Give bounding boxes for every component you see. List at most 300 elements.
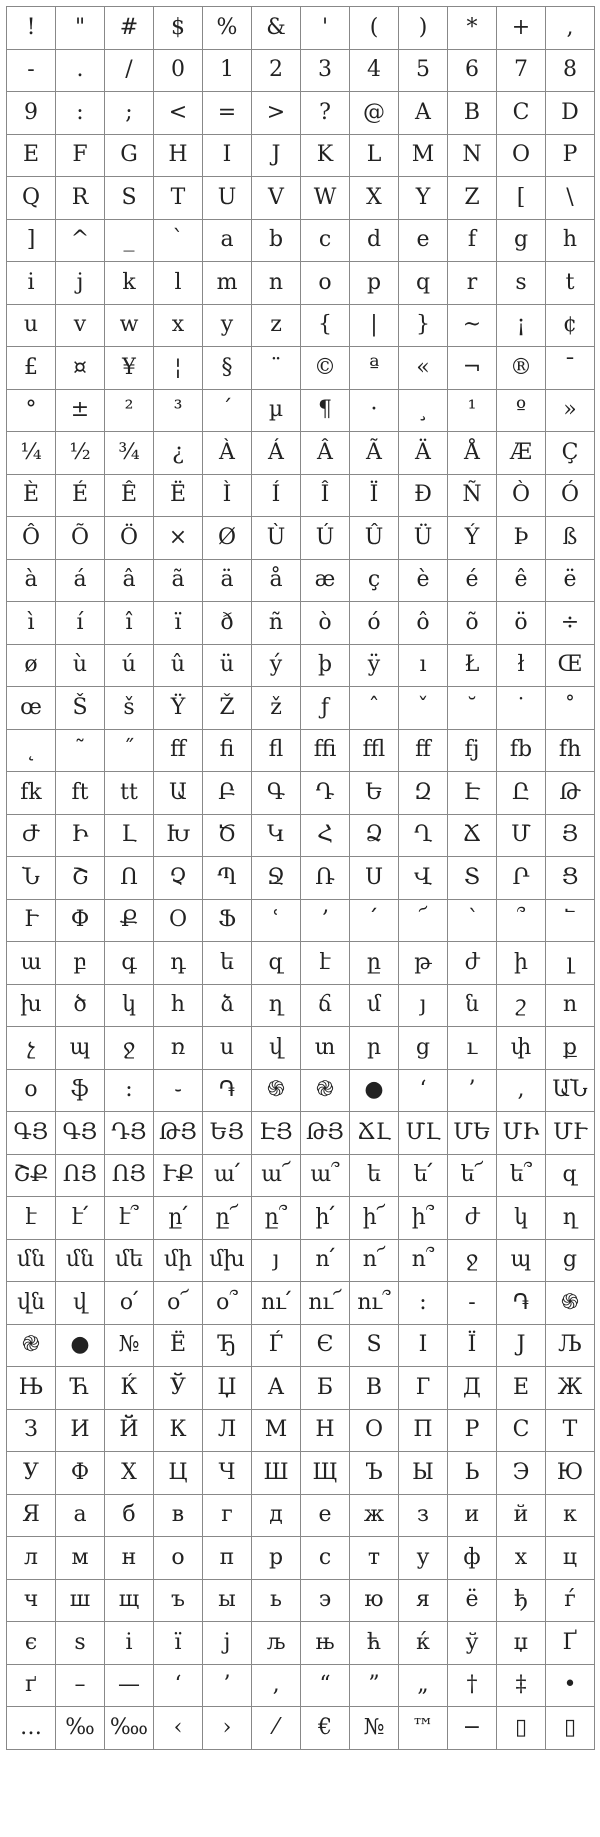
glyph-cell: ч [7, 1580, 56, 1623]
glyph-grid [6, 6, 595, 1750]
glyph-cell: — [105, 1665, 154, 1708]
glyph-cell: Ç [546, 432, 595, 475]
glyph-cell: Í [252, 475, 301, 518]
glyph-cell: ë [546, 560, 595, 603]
glyph-cell: Ў [154, 1367, 203, 1410]
glyph-cell: Բ [203, 772, 252, 815]
glyph-cell: X [350, 177, 399, 220]
glyph-cell: ղ [546, 1197, 595, 1240]
glyph-cell: È [7, 475, 56, 518]
glyph-cell: § [203, 347, 252, 390]
glyph-cell: m [203, 262, 252, 305]
glyph-cell: ж [350, 1495, 399, 1538]
glyph-cell: Լ [105, 815, 154, 858]
glyph-cell: Ջ [252, 857, 301, 900]
glyph-cell: х [497, 1537, 546, 1580]
glyph-cell: Љ [546, 1325, 595, 1368]
glyph-cell: ) [399, 7, 448, 50]
glyph-cell: Ž [203, 687, 252, 730]
glyph-cell: ծ [56, 985, 105, 1028]
glyph-cell: £ [7, 347, 56, 390]
glyph-cell: ՟ [546, 900, 595, 943]
glyph-cell: ● [56, 1325, 105, 1368]
glyph-cell: Ծ [203, 815, 252, 858]
glyph-cell: r [448, 262, 497, 305]
glyph-cell: ÷ [546, 602, 595, 645]
glyph-cell: с [301, 1537, 350, 1580]
glyph-cell: Փ [56, 900, 105, 943]
glyph-cell: Ł [448, 645, 497, 688]
glyph-cell: > [252, 92, 301, 135]
glyph-cell: ± [56, 390, 105, 433]
glyph-cell: « [399, 347, 448, 390]
glyph-cell: К [154, 1410, 203, 1453]
glyph-cell: к [546, 1495, 595, 1538]
glyph-cell: Ќ [105, 1367, 154, 1410]
glyph-cell: B [448, 92, 497, 135]
glyph-cell: Ъ [350, 1452, 399, 1495]
glyph-cell: Ú [301, 517, 350, 560]
glyph-cell: u [7, 305, 56, 348]
glyph-cell: ի [497, 942, 546, 985]
glyph-cell: l [154, 262, 203, 305]
glyph-cell: O [497, 135, 546, 178]
glyph-cell: x [154, 305, 203, 348]
glyph-cell: & [252, 7, 301, 50]
glyph-cell: ▯ [497, 1707, 546, 1750]
glyph-cell: Å [448, 432, 497, 475]
glyph-cell: ¿ [154, 432, 203, 475]
glyph-cell: մն [7, 1240, 56, 1283]
glyph-cell: ф [448, 1537, 497, 1580]
glyph-cell: q [399, 262, 448, 305]
glyph-cell: ֆ [56, 1070, 105, 1113]
glyph-cell: Ё [154, 1325, 203, 1368]
glyph-cell: ю [350, 1580, 399, 1623]
glyph-cell: a [203, 220, 252, 263]
glyph-cell: Ò [497, 475, 546, 518]
glyph-cell: ґ [7, 1665, 56, 1708]
glyph-cell: Թ [546, 772, 595, 815]
glyph-cell: ’ [203, 1665, 252, 1708]
glyph-cell: յ [252, 1240, 301, 1283]
glyph-cell: ê [497, 560, 546, 603]
glyph-cell: Б [301, 1367, 350, 1410]
glyph-cell: Ղ [399, 815, 448, 858]
glyph-cell: ԱՆ [546, 1070, 595, 1113]
glyph-cell: µ [252, 390, 301, 433]
glyph-cell: Ћ [56, 1367, 105, 1410]
glyph-cell: ѕ [56, 1622, 105, 1665]
glyph-cell: ԳՅ [56, 1112, 105, 1155]
glyph-cell: fb [497, 730, 546, 773]
glyph-cell: է [7, 1197, 56, 1240]
glyph-cell: Я [7, 1495, 56, 1538]
glyph-cell: × [154, 517, 203, 560]
glyph-cell: օ՜ [154, 1282, 203, 1325]
glyph-cell: – [56, 1665, 105, 1708]
glyph-cell: ¦ [154, 347, 203, 390]
glyph-cell: ½ [56, 432, 105, 475]
glyph-cell: մի [154, 1240, 203, 1283]
glyph-cell: З [7, 1410, 56, 1453]
glyph-cell: ú [105, 645, 154, 688]
glyph-cell: ³ [154, 390, 203, 433]
glyph-cell: , [546, 7, 595, 50]
glyph-cell: ԴՅ [105, 1112, 154, 1155]
glyph-cell: É [56, 475, 105, 518]
glyph-cell: b [252, 220, 301, 263]
glyph-cell: մխ [203, 1240, 252, 1283]
glyph-cell: џ [497, 1622, 546, 1665]
glyph-cell: H [154, 135, 203, 178]
glyph-cell: @ [350, 92, 399, 135]
glyph-cell: „ [399, 1665, 448, 1708]
glyph-cell: թ [399, 942, 448, 985]
glyph-cell: я [399, 1580, 448, 1623]
glyph-cell: ՜ [399, 900, 448, 943]
glyph-cell: օ՞ [203, 1282, 252, 1325]
glyph-cell: ք [546, 1027, 595, 1070]
glyph-cell: ¬ [448, 347, 497, 390]
glyph-cell: С [497, 1410, 546, 1453]
glyph-cell: ј [203, 1622, 252, 1665]
glyph-cell: Ð [399, 475, 448, 518]
glyph-cell: Ÿ [154, 687, 203, 730]
glyph-cell: Ó [546, 475, 595, 518]
glyph-cell: š [105, 687, 154, 730]
glyph-cell: Ы [399, 1452, 448, 1495]
glyph-cell: ու՞ [350, 1282, 399, 1325]
glyph-cell: Ї [448, 1325, 497, 1368]
glyph-cell: ё [448, 1580, 497, 1623]
glyph-cell: ¶ [301, 390, 350, 433]
glyph-cell: յ [399, 985, 448, 1028]
glyph-cell: ր [350, 1027, 399, 1070]
glyph-cell: [ [497, 177, 546, 220]
glyph-cell: ի՜ [350, 1197, 399, 1240]
glyph-cell: Պ [203, 857, 252, 900]
glyph-cell: ö [497, 602, 546, 645]
glyph-cell: о [154, 1537, 203, 1580]
glyph-cell: ž [252, 687, 301, 730]
glyph-cell: в [154, 1495, 203, 1538]
glyph-cell: ‚ [252, 1665, 301, 1708]
glyph-cell: ճ [301, 985, 350, 1028]
glyph-cell: Q [7, 177, 56, 220]
glyph-cell: ղ [252, 985, 301, 1028]
glyph-cell: t [546, 262, 595, 305]
glyph-cell: վն [7, 1282, 56, 1325]
glyph-cell: ԵՅ [203, 1112, 252, 1155]
glyph-cell: ձ [203, 985, 252, 1028]
glyph-cell: 0 [154, 50, 203, 93]
glyph-cell: ո՜ [350, 1240, 399, 1283]
glyph-cell: 1 [203, 50, 252, 93]
glyph-cell: ԷՅ [252, 1112, 301, 1155]
glyph-cell: Г [399, 1367, 448, 1410]
glyph-cell: F [56, 135, 105, 178]
glyph-cell: Ä [399, 432, 448, 475]
glyph-cell: ՙ [252, 900, 301, 943]
glyph-cell: Y [399, 177, 448, 220]
glyph-cell: c [301, 220, 350, 263]
glyph-cell: ˆ [350, 687, 399, 730]
glyph-cell: Й [105, 1410, 154, 1453]
glyph-cell: p [350, 262, 399, 305]
glyph-cell: ? [301, 92, 350, 135]
glyph-cell: ի՞ [399, 1197, 448, 1240]
glyph-cell: å [252, 560, 301, 603]
glyph-cell: օ [7, 1070, 56, 1113]
glyph-cell: ™ [399, 1707, 448, 1750]
glyph-cell: ѓ [546, 1580, 595, 1623]
glyph-cell: Ռ [301, 857, 350, 900]
glyph-cell: d [350, 220, 399, 263]
glyph-cell: Ը [497, 772, 546, 815]
glyph-cell: Û [350, 517, 399, 560]
glyph-cell: ե՛ [399, 1155, 448, 1198]
glyph-cell: M [399, 135, 448, 178]
glyph-cell: ð [203, 602, 252, 645]
glyph-cell: № [350, 1707, 399, 1750]
glyph-cell: զ [252, 942, 301, 985]
glyph-cell: Յ [546, 815, 595, 858]
glyph-cell: _ [105, 220, 154, 263]
glyph-cell: Ï [350, 475, 399, 518]
glyph-cell: ե [203, 942, 252, 985]
glyph-cell: À [203, 432, 252, 475]
glyph-cell: ՄՒ [546, 1112, 595, 1155]
glyph-cell: Р [448, 1410, 497, 1453]
glyph-cell: ˛ [7, 730, 56, 773]
glyph-cell: լ [546, 942, 595, 985]
glyph-cell: ա՛ [203, 1155, 252, 1198]
glyph-cell: ՝ [448, 900, 497, 943]
glyph-cell: օ՛ [105, 1282, 154, 1325]
glyph-cell: = [203, 92, 252, 135]
glyph-cell: tt [105, 772, 154, 815]
glyph-cell: ՇՔ [7, 1155, 56, 1198]
glyph-cell: T [154, 177, 203, 220]
glyph-cell: ‡ [497, 1665, 546, 1708]
glyph-cell: а [56, 1495, 105, 1538]
glyph-cell: ì [7, 602, 56, 645]
glyph-cell: д [252, 1495, 301, 1538]
glyph-cell: І [399, 1325, 448, 1368]
glyph-cell: г [203, 1495, 252, 1538]
glyph-cell: պ [497, 1240, 546, 1283]
glyph-cell: э [301, 1580, 350, 1623]
glyph-cell: Š [56, 687, 105, 730]
glyph-cell: і [105, 1622, 154, 1665]
glyph-cell: ջ [448, 1240, 497, 1283]
glyph-cell: < [154, 92, 203, 135]
glyph-cell: տ [301, 1027, 350, 1070]
glyph-cell: û [154, 645, 203, 688]
glyph-cell: ø [7, 645, 56, 688]
glyph-cell: f [448, 220, 497, 263]
glyph-cell: П [399, 1410, 448, 1453]
glyph-cell: ։ [105, 1070, 154, 1113]
glyph-cell: $ [154, 7, 203, 50]
glyph-cell: ‰ [56, 1707, 105, 1750]
glyph-cell: ե՜ [448, 1155, 497, 1198]
glyph-cell: Ր [497, 857, 546, 900]
glyph-cell: Є [301, 1325, 350, 1368]
glyph-cell: ı [399, 645, 448, 688]
glyph-cell: № [105, 1325, 154, 1368]
glyph-cell: ‘ [399, 1070, 448, 1113]
glyph-cell: » [546, 390, 595, 433]
glyph-cell: ª [350, 347, 399, 390]
glyph-cell: fk [7, 772, 56, 815]
glyph-cell: Н [301, 1410, 350, 1453]
glyph-cell: · [350, 390, 399, 433]
glyph-cell: є [7, 1622, 56, 1665]
glyph-cell: Л [203, 1410, 252, 1453]
glyph-cell: â [105, 560, 154, 603]
glyph-cell: Э [497, 1452, 546, 1495]
glyph-cell: Մ [497, 815, 546, 858]
glyph-cell: ¤ [56, 347, 105, 390]
glyph-cell: † [448, 1665, 497, 1708]
glyph-cell: й [497, 1495, 546, 1538]
glyph-cell: . [56, 50, 105, 93]
glyph-cell: Ֆ [203, 900, 252, 943]
glyph-cell: ц [546, 1537, 595, 1580]
glyph-cell: 9 [7, 92, 56, 135]
glyph-cell: J [252, 135, 301, 178]
glyph-cell: h [546, 220, 595, 263]
glyph-cell: ի՛ [301, 1197, 350, 1240]
glyph-cell: w [105, 305, 154, 348]
glyph-cell: Õ [56, 517, 105, 560]
glyph-cell: ü [203, 645, 252, 688]
glyph-cell: Օ [154, 900, 203, 943]
glyph-cell: ՛ [350, 900, 399, 943]
glyph-cell: Շ [56, 857, 105, 900]
glyph-cell: ՄԵ [448, 1112, 497, 1155]
glyph-cell: œ [7, 687, 56, 730]
glyph-cell: g [497, 220, 546, 263]
glyph-cell: ` [154, 220, 203, 263]
glyph-cell: վ [56, 1282, 105, 1325]
glyph-cell: ժ [448, 942, 497, 985]
glyph-cell: ä [203, 560, 252, 603]
glyph-cell: կ [105, 985, 154, 1028]
glyph-cell: ն [448, 985, 497, 1028]
glyph-cell: խ [7, 985, 56, 1028]
glyph-cell: j [56, 262, 105, 305]
glyph-cell: ջ [105, 1027, 154, 1070]
glyph-cell: æ [301, 560, 350, 603]
glyph-cell: Ш [252, 1452, 301, 1495]
glyph-cell: И [56, 1410, 105, 1453]
glyph-cell: ћ [350, 1622, 399, 1665]
glyph-cell: " [56, 7, 105, 50]
glyph-cell: У [7, 1452, 56, 1495]
glyph-cell: պ [56, 1027, 105, 1070]
glyph-cell: “ [301, 1665, 350, 1708]
glyph-cell: \ [546, 177, 595, 220]
glyph-cell: ˜ [56, 730, 105, 773]
glyph-cell: Њ [7, 1367, 56, 1410]
glyph-cell: Գ [252, 772, 301, 815]
glyph-cell: Ց [546, 857, 595, 900]
glyph-cell: Ժ [7, 815, 56, 858]
glyph-cell: Զ [399, 772, 448, 815]
glyph-cell: ֎ [301, 1070, 350, 1113]
glyph-cell: Д [448, 1367, 497, 1410]
glyph-cell: ы [203, 1580, 252, 1623]
glyph-cell: ե [350, 1155, 399, 1198]
glyph-cell: - [448, 1282, 497, 1325]
glyph-cell: ^ [56, 220, 105, 263]
glyph-cell: ա՞ [301, 1155, 350, 1198]
glyph-cell: S [105, 177, 154, 220]
glyph-cell: ﬃ [301, 730, 350, 773]
glyph-cell: n [252, 262, 301, 305]
glyph-cell: è [399, 560, 448, 603]
glyph-cell: ” [350, 1665, 399, 1708]
glyph-cell: 6 [448, 50, 497, 93]
glyph-cell: ' [301, 7, 350, 50]
glyph-cell: է՛ [56, 1197, 105, 1240]
glyph-cell: ђ [497, 1580, 546, 1623]
glyph-cell: { [301, 305, 350, 348]
glyph-cell: Ö [105, 517, 154, 560]
glyph-cell: s [497, 262, 546, 305]
glyph-cell: ¢ [546, 305, 595, 348]
glyph-cell: բ [56, 942, 105, 985]
glyph-cell: п [203, 1537, 252, 1580]
glyph-cell: ռ [154, 1027, 203, 1070]
glyph-cell: ֎ [7, 1325, 56, 1368]
glyph-cell: ł [497, 645, 546, 688]
glyph-cell: ﬀ [399, 730, 448, 773]
glyph-cell: / [105, 50, 154, 93]
glyph-cell: 7 [497, 50, 546, 93]
glyph-cell: ќ [399, 1622, 448, 1665]
glyph-cell: ﬁ [203, 730, 252, 773]
glyph-cell: fh [546, 730, 595, 773]
glyph-cell: ‱ [105, 1707, 154, 1750]
glyph-cell: ( [350, 7, 399, 50]
glyph-cell: Ք [105, 900, 154, 943]
glyph-cell: Ë [154, 475, 203, 518]
glyph-cell: Ц [154, 1452, 203, 1495]
glyph-cell: մ [350, 985, 399, 1028]
glyph-cell: ց [546, 1240, 595, 1283]
glyph-cell: ֏ [203, 1070, 252, 1113]
glyph-cell: Þ [497, 517, 546, 560]
glyph-cell: Î [301, 475, 350, 518]
glyph-cell: կ [497, 1197, 546, 1240]
glyph-cell: ս [203, 1027, 252, 1070]
glyph-cell: 8 [546, 50, 595, 93]
glyph-cell: Ь [448, 1452, 497, 1495]
glyph-cell: Ч [203, 1452, 252, 1495]
glyph-cell: ԹՅ [301, 1112, 350, 1155]
glyph-cell: ƒ [301, 687, 350, 730]
glyph-cell: ï [154, 602, 203, 645]
glyph-cell: Ü [399, 517, 448, 560]
glyph-cell: Ê [105, 475, 154, 518]
glyph-cell: Ն [7, 857, 56, 900]
glyph-cell: V [252, 177, 301, 220]
glyph-cell: ե՞ [497, 1155, 546, 1198]
